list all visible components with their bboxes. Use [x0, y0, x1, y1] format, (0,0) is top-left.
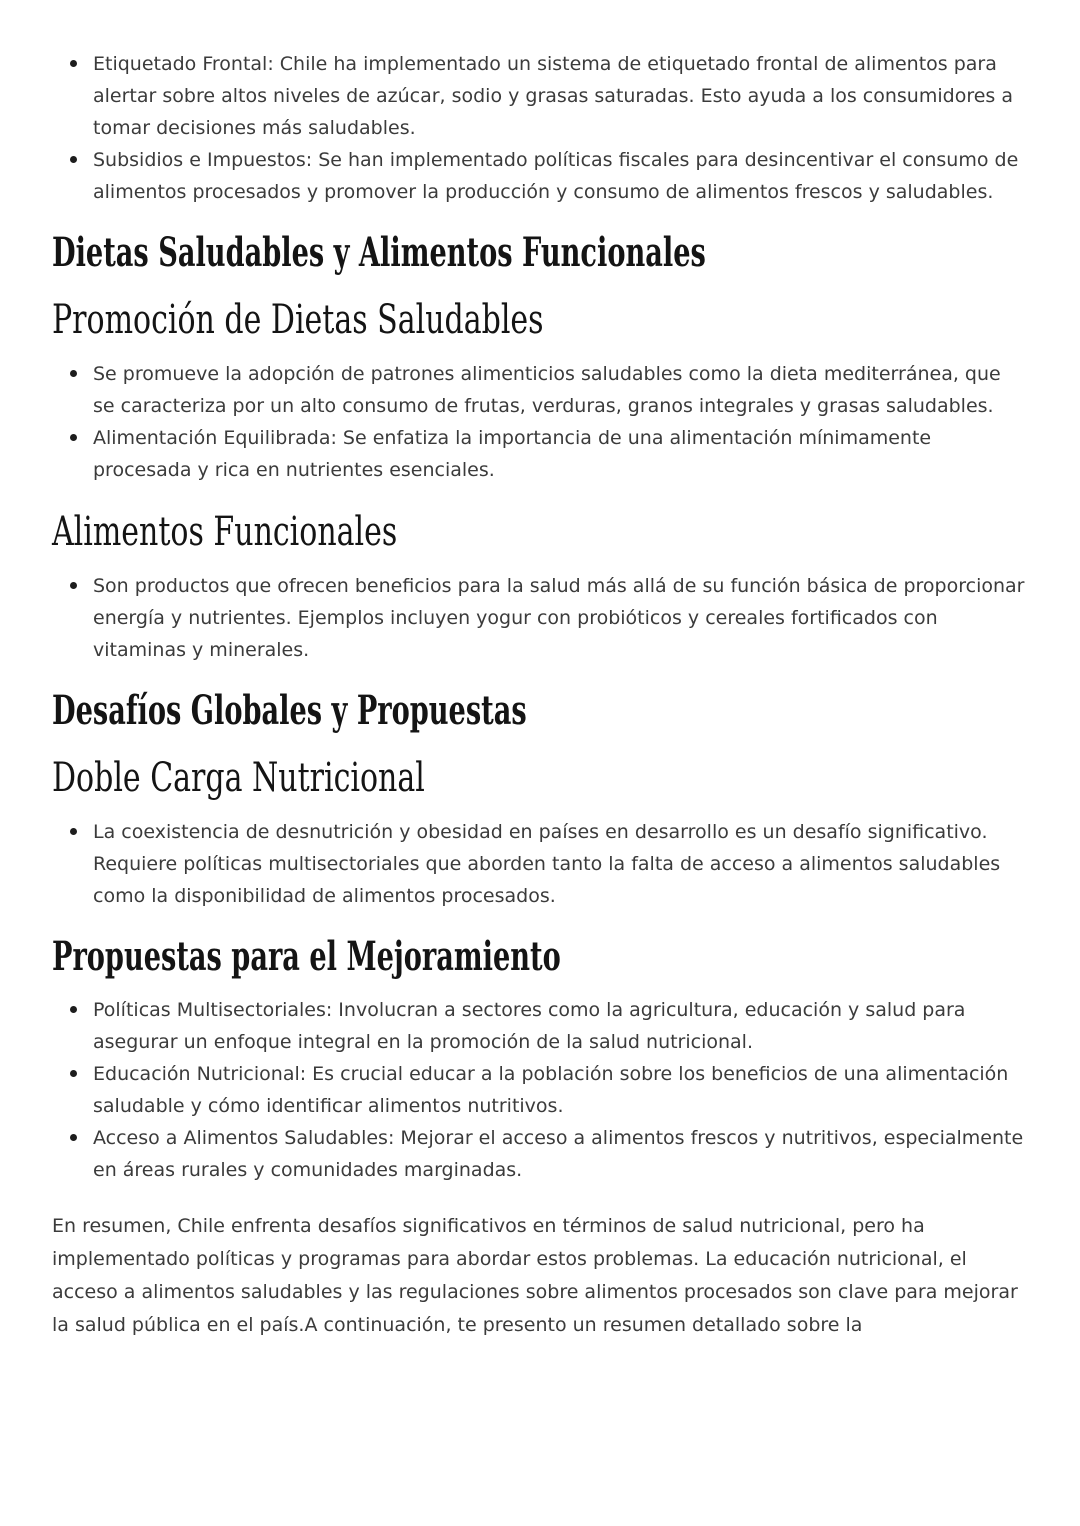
section-heading-dietas-saludables: Dietas Saludables y Alimentos Funcionales — [52, 229, 706, 276]
bullet-icon — [70, 1070, 77, 1077]
bullet-list — [52, 570, 1028, 666]
closing-paragraph: En resumen, Chile enfrenta desafíos significativos en términos de salud nutricional, pero ha implementado políticas y programas para abordar estos problemas. La educación nutricional, el acceso a alimentos saludables y las regulaciones sobre alimentos procesados son clave para mejorar la salud pública en el país.A continuación, te presento un resumen detallado sobre la — [52, 1215, 1018, 1336]
bullet-icon — [70, 156, 77, 163]
list-item — [93, 48, 1028, 144]
bullet-list — [52, 48, 1028, 208]
bullet-icon — [70, 1006, 77, 1013]
list-item — [93, 994, 1028, 1058]
list-item-text: Acceso a Alimentos Saludables: Mejorar el acceso a alimentos frescos y nutritivos, especialmente en áreas rurales y comunidades marginadas. — [93, 1127, 1024, 1181]
subsection-heading-alimentos-funcionales: Alimentos Funcionales — [52, 509, 398, 555]
bullet-icon — [70, 582, 77, 589]
list-item-text: Políticas Multisectoriales: Involucran a sectores como la agricultura, educación y salud para asegurar un enfoque integral en la promoción de la salud nutricional. — [93, 999, 966, 1053]
bullet-list — [52, 994, 1028, 1186]
list-item-text: Se promueve la adopción de patrones alimenticios saludables como la dieta mediterránea, que se caracteriza por un alto consumo de frutas, verduras, granos integrales y grasas saludables. — [93, 363, 1001, 417]
bullet-list — [52, 816, 1028, 912]
list-item — [93, 1058, 1028, 1122]
bullet-list — [52, 358, 1028, 486]
section-heading-desafios-globales: Desafíos Globales y Propuestas — [52, 687, 527, 734]
list-item — [93, 1122, 1028, 1186]
list-item-text: La coexistencia de desnutrición y obesidad en países en desarrollo es un desafío significativo. Requiere políticas multisectoriales que aborden tanto la falta de acceso a alimentos saludables como la disponibilidad de alimentos procesados. — [93, 821, 1001, 907]
list-item-text: Educación Nutricional: Es crucial educar a la población sobre los beneficios de una alimentación saludable y cómo identificar alimentos nutritivos. — [93, 1063, 1009, 1117]
list-item — [93, 422, 1028, 486]
list-item-text: Son productos que ofrecen beneficios para la salud más allá de su función básica de proporcionar energía y nutrientes. Ejemplos incluyen yogur con probióticos y cereales fortificados con vitaminas y minerales. — [93, 575, 1025, 661]
list-item-text: Subsidios e Impuestos: Se han implementado políticas fiscales para desincentivar el consumo de alimentos procesados y promover la producción y consumo de alimentos frescos y saludables. — [93, 149, 1019, 203]
section-heading-propuestas-mejoramiento: Propuestas para el Mejoramiento — [52, 933, 561, 980]
list-item-text: Alimentación Equilibrada: Se enfatiza la importancia de una alimentación mínimamente procesada y rica en nutrientes esenciales. — [93, 427, 932, 481]
subsection-heading-promocion-dietas: Promoción de Dietas Saludables — [52, 297, 544, 343]
bullet-icon — [70, 434, 77, 441]
bullet-icon — [70, 60, 77, 67]
list-item-text: Etiquetado Frontal: Chile ha implementado un sistema de etiquetado frontal de alimentos para alertar sobre altos niveles de azúcar, sodio y grasas saturadas. Esto ayuda a los consumidores a tomar decisiones más saludables. — [93, 53, 1013, 139]
list-item — [93, 816, 1028, 912]
bullet-icon — [70, 1134, 77, 1141]
subsection-heading-doble-carga: Doble Carga Nutricional — [52, 755, 425, 801]
list-item — [93, 570, 1028, 666]
list-item — [93, 144, 1028, 208]
list-item — [93, 358, 1028, 422]
bullet-icon — [70, 828, 77, 835]
bullet-icon — [70, 370, 77, 377]
